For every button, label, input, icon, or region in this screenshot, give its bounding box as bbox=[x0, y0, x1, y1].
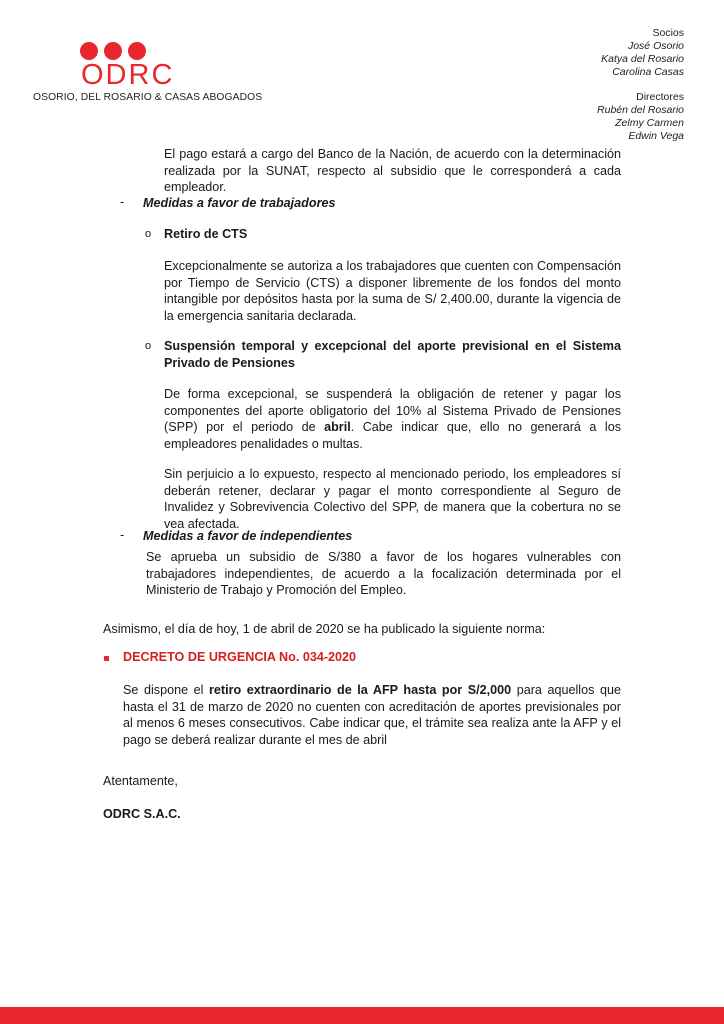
section-title-workers: Medidas a favor de trabajadores bbox=[143, 196, 336, 210]
partner-name: José Osorio bbox=[627, 40, 684, 52]
company-logo bbox=[33, 42, 263, 103]
independents-paragraph: Se aprueba un subsidio de S/380 a favor de los hogares vulnerables con trabajadores independientes, de acuerdo a la focalización determinada por el Ministerio de Trabajo y Promoción del Empleo. bbox=[146, 550, 621, 597]
asimismo-paragraph: Asimismo, el día de hoy, 1 de abril de 2020 se ha publicado la siguiente norma: bbox=[103, 622, 546, 636]
dash-bullet: - bbox=[120, 528, 125, 542]
decreto-paragraph bbox=[123, 682, 621, 748]
spp-text-part: . Cabe indicar que, ello no generará a los empleadores penalidades o multas. bbox=[164, 420, 621, 451]
partner-name: Katya del Rosario bbox=[601, 53, 684, 65]
footer-bar bbox=[0, 1007, 724, 1024]
spp-paragraph-1 bbox=[164, 386, 621, 452]
spp-title: Suspensión temporal y excepcional del aporte previsional en el Sistema Privado de Pensiones bbox=[164, 339, 621, 370]
partners-label: Socios bbox=[652, 27, 684, 39]
director-name: Edwin Vega bbox=[628, 130, 684, 142]
spp-text-part: De forma excepcional, se suspenderá la obligación de retener y pagar los componentes del aporte obligatorio del 10% al Sistema Privado de Pensiones (SPP) por el periodo de bbox=[164, 387, 621, 434]
intro-paragraph: El pago estará a cargo del Banco de la Nación, de acuerdo con la determinación realizada por la SUNAT, respecto al subsidio que le corresponderá a cada empleador. bbox=[164, 147, 621, 194]
partners-list bbox=[597, 27, 684, 143]
partner-name: Carolina Casas bbox=[612, 66, 684, 78]
dash-bullet: - bbox=[120, 195, 125, 209]
logo-brand: ODRC bbox=[81, 59, 175, 91]
red-square-bullet-icon bbox=[104, 656, 109, 661]
spp-paragraph-2: Sin perjuicio a lo expuesto, respecto al mencionado periodo, los empleadores sí deberán retener, declarar y pagar el monto correspondiente al Seguro de Invalidez y Sobrevivencia Colectivo del SPP, de manera que la cobertura no se vea afectada. bbox=[164, 467, 621, 531]
decreto-text-bold: retiro extraordinario de la AFP hasta por S/2,000 bbox=[209, 683, 512, 697]
decreto-text-part: para aquellos que hasta el 31 de marzo de 2020 no cuenten con acreditación de aportes previsionales por al menos 6 meses consecutivos. Cabe indicar que, el trámite sea realiza ante la AFP y el pago se deberá realizar durante el mes de abril bbox=[123, 683, 621, 747]
section-title-independents: Medidas a favor de independientes bbox=[143, 529, 353, 543]
spp-text-bold: abril bbox=[324, 420, 351, 434]
decreto-text-part: Se dispone el bbox=[123, 683, 210, 697]
circle-bullet-icon: o bbox=[145, 340, 152, 352]
director-name: Zelmy Carmen bbox=[615, 117, 684, 129]
signature: ODRC S.A.C. bbox=[103, 807, 181, 821]
director-name: Rubén del Rosario bbox=[597, 104, 684, 116]
cts-title: Retiro de CTS bbox=[164, 227, 248, 241]
cts-paragraph: Excepcionalmente se autoriza a los trabajadores que cuenten con Compensación por Tiempo de Servicio (CTS) a disponer libremente de los fondos del monto intangible por depósitos hasta por la suma de S/ 2,400.00, durante la vigencia de la emergencia sanitaria declarada. bbox=[164, 259, 621, 323]
firm-name: OSORIO, DEL ROSARIO & CASAS ABOGADOS bbox=[33, 92, 263, 103]
decreto-title: DECRETO DE URGENCIA No. 034-2020 bbox=[123, 650, 357, 664]
directors-label: Directores bbox=[636, 91, 684, 103]
circle-bullet-icon: o bbox=[145, 228, 152, 240]
closing-text: Atentamente, bbox=[103, 774, 178, 788]
logo-dots-icon bbox=[80, 42, 233, 60]
